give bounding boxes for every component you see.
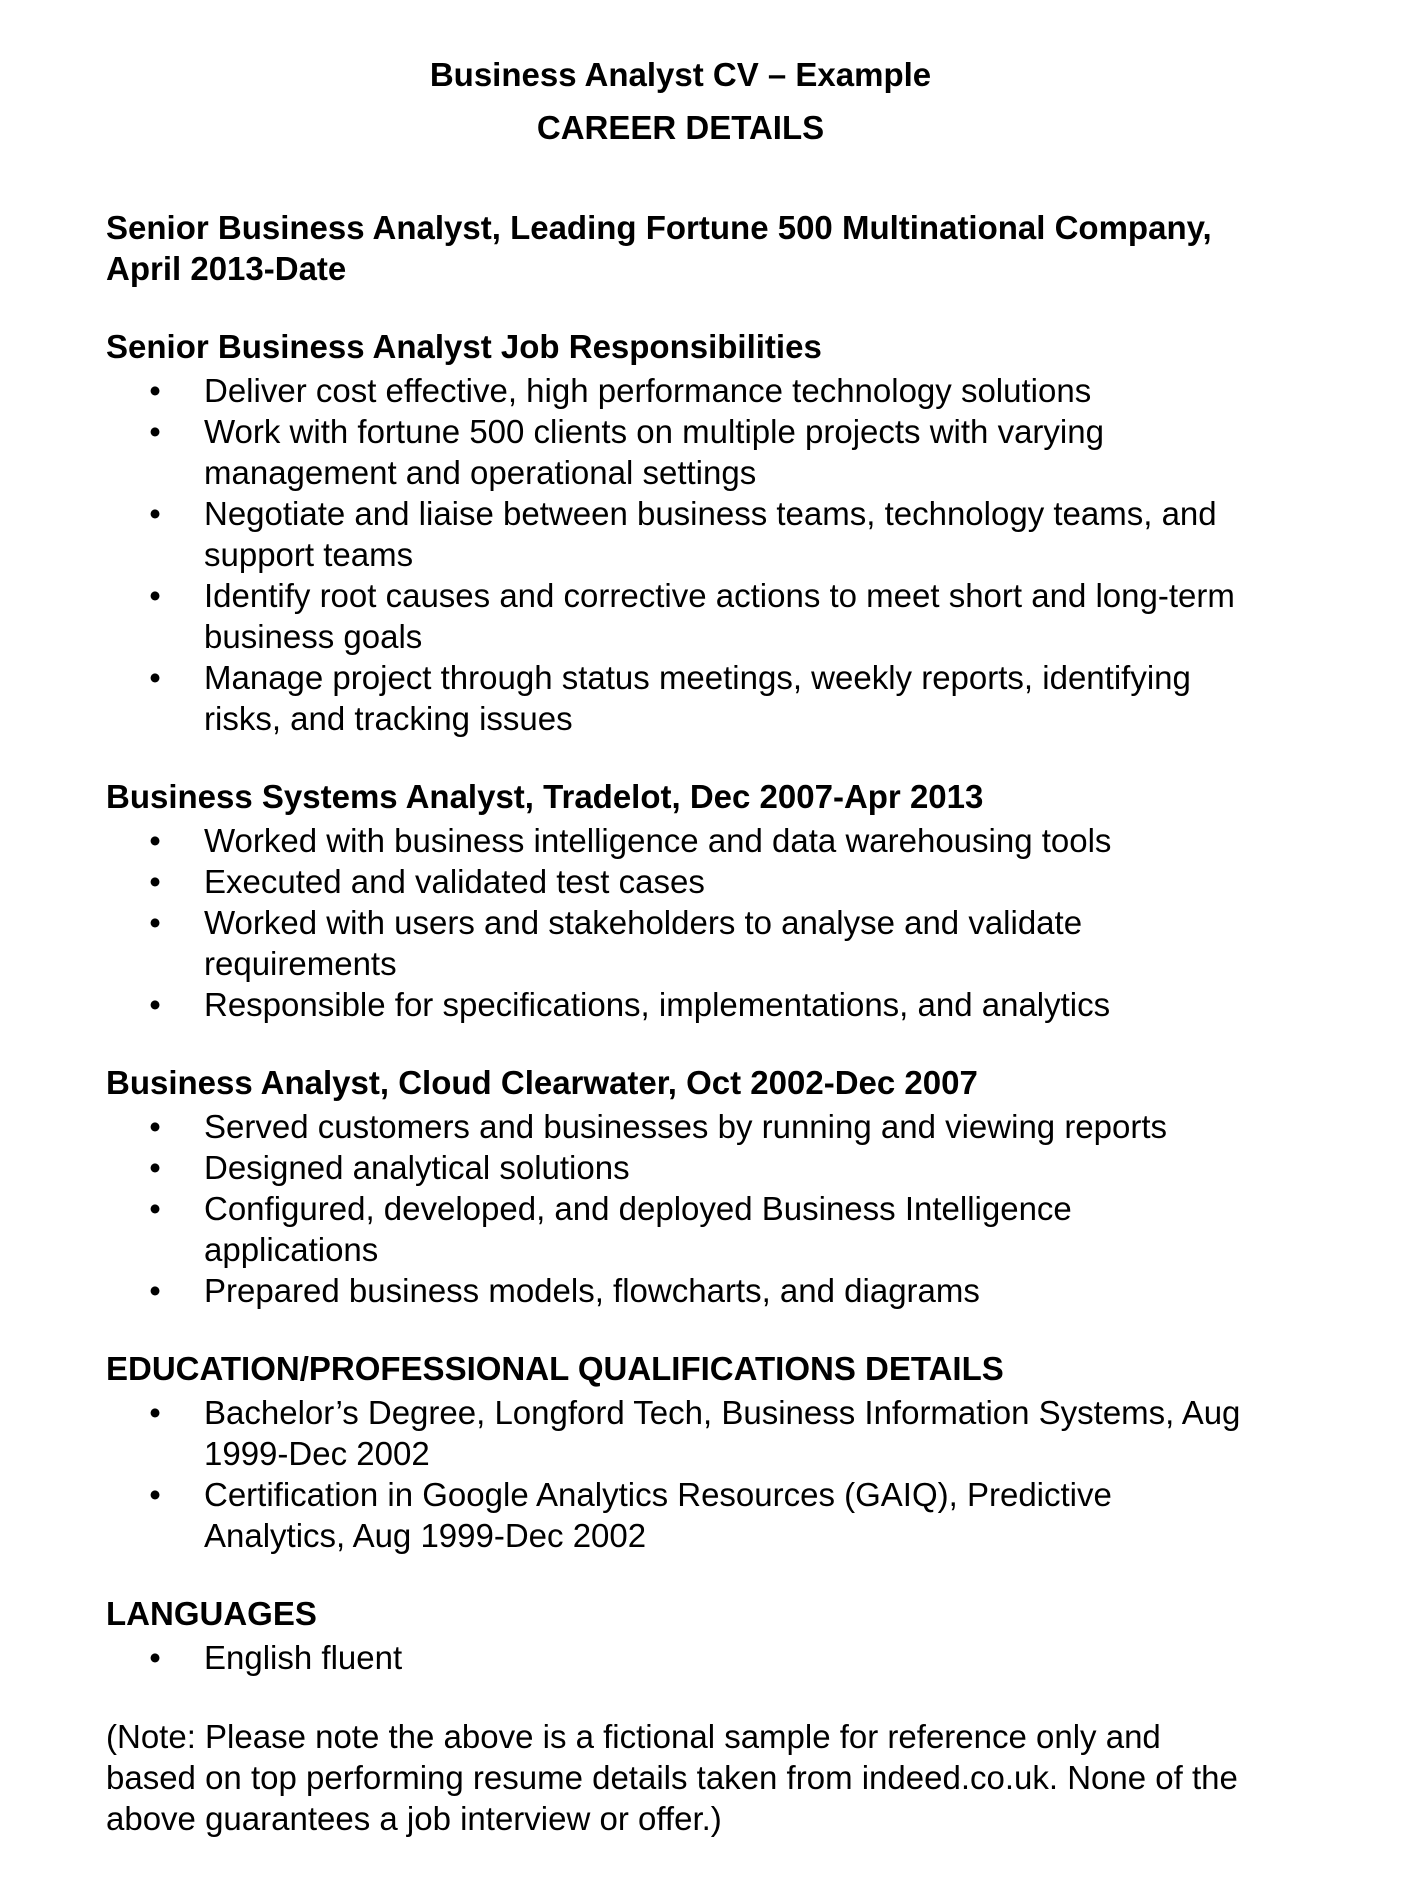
bullet-marker: • — [149, 413, 161, 450]
bullet-item — [106, 411, 1255, 493]
section-heading — [106, 1593, 1255, 1634]
heading-line: Business Analyst, Cloud Clearwater, Oct 2002-Dec 2007 — [106, 1064, 978, 1101]
bullet-text — [204, 1637, 1255, 1678]
heading-line: Senior Business Analyst, Leading Fortune 500 Multinational Company, — [106, 209, 1212, 246]
bullet-text — [204, 1106, 1255, 1147]
bullet-item — [106, 1270, 1255, 1311]
bullet-line: Responsible for specifications, implementations, and analytics — [204, 986, 1111, 1023]
section-heading — [106, 326, 1255, 367]
bullet-marker: • — [149, 1394, 161, 1431]
bullet-line: Deliver cost effective, high performance technology solutions — [204, 372, 1092, 409]
bullet-text — [204, 370, 1255, 411]
bullet-line: Designed analytical solutions — [204, 1149, 630, 1186]
bullet-line: Prepared business models, flowcharts, and diagrams — [204, 1272, 980, 1309]
bullet-item — [106, 861, 1255, 902]
bullet-item — [106, 1147, 1255, 1188]
bullet-item — [106, 984, 1255, 1025]
bullet-marker: • — [149, 863, 161, 900]
bullet-marker: • — [149, 1272, 161, 1309]
section-role-business-systems-analyst — [106, 776, 1255, 1025]
bullet-marker: • — [149, 904, 161, 941]
note-line: based on top performing resume details taken from indeed.co.uk. None of the — [106, 1759, 1238, 1796]
bullet-text — [204, 861, 1255, 902]
bullet-line: risks, and tracking issues — [204, 700, 573, 737]
bullet-item — [106, 370, 1255, 411]
bullet-line: English fluent — [204, 1639, 403, 1676]
bullet-line: Negotiate and liaise between business teams, technology teams, and — [204, 495, 1217, 532]
bullet-text — [204, 902, 1255, 984]
bullet-text — [204, 493, 1255, 575]
bullet-text — [204, 984, 1255, 1025]
section-heading — [106, 776, 1255, 817]
section-role-business-analyst — [106, 1062, 1255, 1311]
heading-line: Senior Business Analyst Job Responsibilities — [106, 328, 822, 365]
bullet-text — [204, 820, 1255, 861]
note-line: above guarantees a job interview or offer.) — [106, 1800, 722, 1837]
section-languages — [106, 1593, 1255, 1678]
section-education-qualifications — [106, 1348, 1255, 1556]
bullet-item — [106, 1637, 1255, 1678]
section-heading — [106, 207, 1255, 289]
bullet-item — [106, 493, 1255, 575]
bullet-line: applications — [204, 1231, 379, 1268]
bullet-marker: • — [149, 822, 161, 859]
bullet-item — [106, 1392, 1255, 1474]
bullet-line: business goals — [204, 618, 423, 655]
bullet-marker: • — [149, 1476, 161, 1513]
disclaimer-note — [106, 1716, 1255, 1839]
bullet-marker: • — [149, 659, 161, 696]
bullet-marker: • — [149, 495, 161, 532]
bullet-list — [106, 1637, 1255, 1678]
bullet-line: Executed and validated test cases — [204, 863, 705, 900]
bullet-item — [106, 1474, 1255, 1556]
bullet-text — [204, 1147, 1255, 1188]
bullet-line: Manage project through status meetings, weekly reports, identifying — [204, 659, 1191, 696]
bullet-line: Certification in Google Analytics Resources (GAIQ), Predictive — [204, 1476, 1112, 1513]
bullet-list — [106, 820, 1255, 1025]
bullet-item — [106, 1188, 1255, 1270]
bullet-marker: • — [149, 1190, 161, 1227]
bullet-marker: • — [149, 372, 161, 409]
bullet-text — [204, 411, 1255, 493]
bullet-item — [106, 1106, 1255, 1147]
bullet-marker: • — [149, 986, 161, 1023]
bullet-item — [106, 657, 1255, 739]
bullet-text — [204, 1188, 1255, 1270]
bullet-text — [204, 1392, 1255, 1474]
heading-line: LANGUAGES — [106, 1595, 317, 1632]
bullet-item — [106, 902, 1255, 984]
note-line: (Note: Please note the above is a fictional sample for reference only and — [106, 1718, 1161, 1755]
bullet-line: Configured, developed, and deployed Business Intelligence — [204, 1190, 1072, 1227]
bullet-marker: • — [149, 1108, 161, 1145]
bullet-line: Bachelor’s Degree, Longford Tech, Business Information Systems, Aug — [204, 1394, 1241, 1431]
bullet-line: 1999-Dec 2002 — [204, 1435, 430, 1472]
bullet-list — [106, 1106, 1255, 1311]
bullet-line: Analytics, Aug 1999-Dec 2002 — [204, 1517, 647, 1554]
section-heading — [106, 1062, 1255, 1103]
bullet-list — [106, 1392, 1255, 1556]
bullet-line: requirements — [204, 945, 397, 982]
bullet-marker: • — [149, 577, 161, 614]
bullet-line: Worked with business intelligence and data warehousing tools — [204, 822, 1112, 859]
bullet-marker: • — [149, 1639, 161, 1676]
bullet-line: support teams — [204, 536, 414, 573]
bullet-line: Identify root causes and corrective actions to meet short and long-term — [204, 577, 1235, 614]
bullet-text — [204, 1270, 1255, 1311]
document-title: Business Analyst CV – Example — [429, 56, 932, 93]
section-role-senior-business-analyst — [106, 207, 1255, 289]
bullet-item — [106, 820, 1255, 861]
bullet-list — [106, 370, 1255, 739]
bullet-line: management and operational settings — [204, 454, 757, 491]
heading-line: EDUCATION/PROFESSIONAL QUALIFICATIONS DETAILS — [106, 1350, 1004, 1387]
career-details-heading: CAREER DETAILS — [536, 109, 825, 146]
heading-line: Business Systems Analyst, Tradelot, Dec 2007-Apr 2013 — [106, 778, 984, 815]
heading-line: April 2013-Date — [106, 250, 347, 287]
bullet-line: Served customers and businesses by running and viewing reports — [204, 1108, 1168, 1145]
bullet-text — [204, 657, 1255, 739]
bullet-text — [204, 575, 1255, 657]
section-heading — [106, 1348, 1255, 1389]
bullet-line: Work with fortune 500 clients on multiple projects with varying — [204, 413, 1104, 450]
bullet-line: Worked with users and stakeholders to analyse and validate — [204, 904, 1083, 941]
bullet-text — [204, 1474, 1255, 1556]
section-senior-business-analyst-job-responsibilities — [106, 326, 1255, 739]
bullet-item — [106, 575, 1255, 657]
bullet-marker: • — [149, 1149, 161, 1186]
